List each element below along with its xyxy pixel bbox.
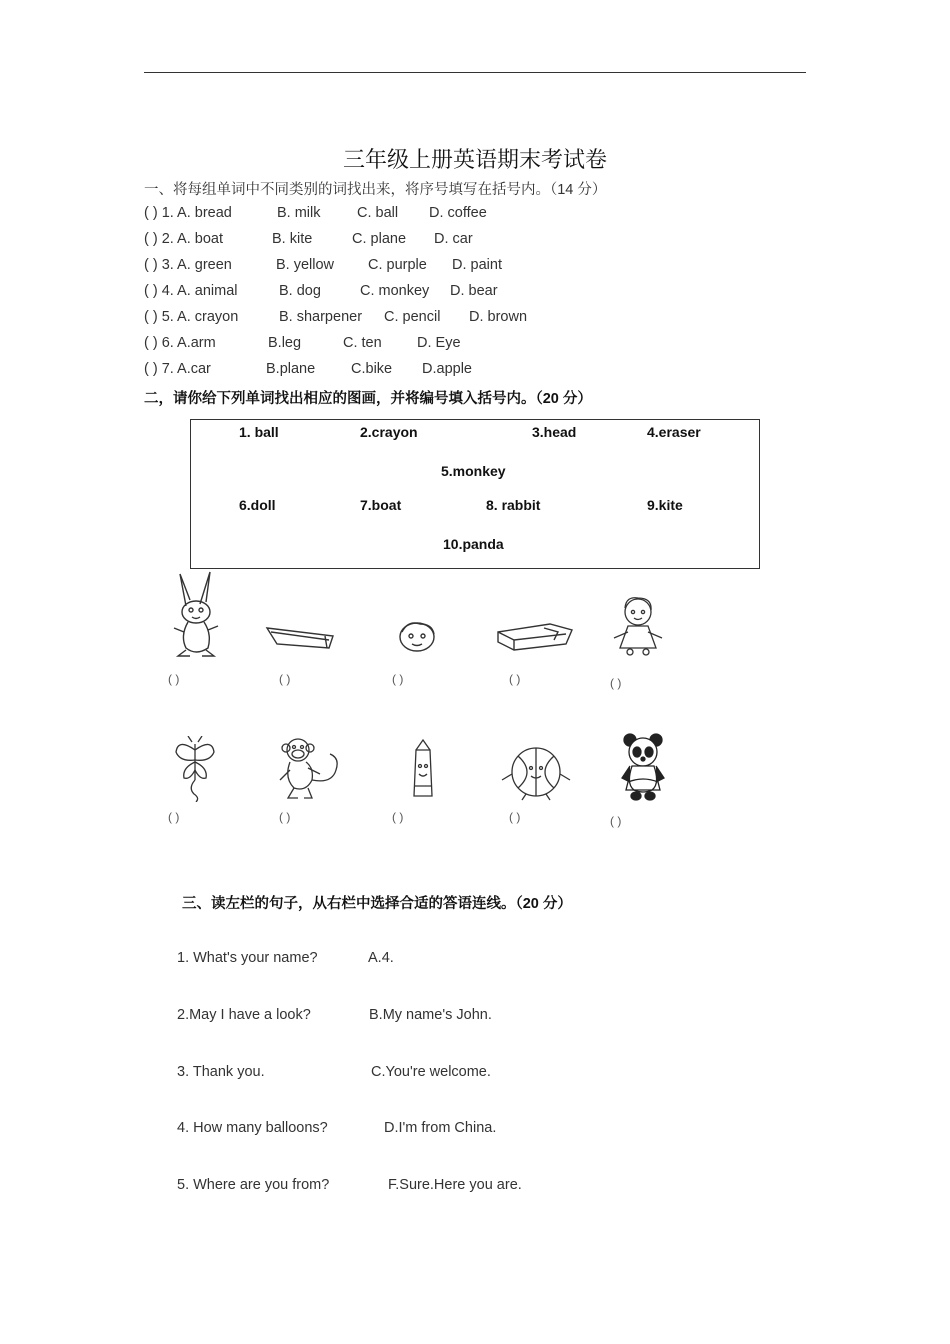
option-d: D. bear <box>450 283 498 299</box>
option-b: B. dog <box>279 283 321 299</box>
answer-blank: ( ) <box>509 810 521 824</box>
option-b: B. milk <box>277 205 321 221</box>
word-item: 7.boat <box>360 497 402 513</box>
word-item: 10.panda <box>443 536 504 552</box>
option-d: D. brown <box>469 309 528 325</box>
word-box <box>190 419 760 569</box>
option-d: D.apple <box>422 361 472 377</box>
word-item: 6.doll <box>239 497 276 513</box>
option-c: C.bike <box>351 361 393 377</box>
question-prefix: ( ) 4. A. animal <box>144 283 238 299</box>
option-b: B. yellow <box>276 257 335 273</box>
word-item: 4.eraser <box>647 424 701 440</box>
option-c: C. monkey <box>360 283 430 299</box>
answer-blank: ( ) <box>168 810 180 824</box>
question-prefix: ( ) 7. A.car <box>144 361 211 377</box>
panda-picture <box>616 732 672 802</box>
option-b: B.leg <box>268 335 302 351</box>
word-item: 9.kite <box>647 497 683 513</box>
answer-blank: ( ) <box>509 672 521 686</box>
question-prefix: ( ) 5. A. crayon <box>144 309 239 325</box>
question-prefix: ( ) 3. A. green <box>144 257 232 273</box>
option-c: C. purple <box>368 257 427 273</box>
top-rule <box>144 72 806 73</box>
question-prefix: ( ) 6. A.arm <box>144 335 216 351</box>
right-answer: A.4. <box>368 950 394 966</box>
kite-picture <box>170 736 220 802</box>
answer-blank: ( ) <box>279 672 291 686</box>
answer-blank: ( ) <box>392 672 404 686</box>
option-b: B.plane <box>266 361 316 377</box>
eraser-picture <box>496 620 574 654</box>
word-item: 8. rabbit <box>486 497 541 513</box>
right-answer: B.My name's John. <box>369 1007 492 1023</box>
rabbit-picture <box>166 570 228 662</box>
section2-heading: 二，请你给下列单词找出相应的图画，并将编号填入括号内。（20 分） <box>144 391 592 407</box>
answer-blank: ( ) <box>168 672 180 686</box>
word-item: 2.crayon <box>360 424 418 440</box>
word-item: 1. ball <box>239 424 279 440</box>
word-item: 5.monkey <box>441 463 506 479</box>
option-d: D. Eye <box>417 335 461 351</box>
option-c: C. ball <box>357 205 399 221</box>
answer-blank: ( ) <box>610 814 622 828</box>
left-sentence: 3. Thank you. <box>177 1064 265 1080</box>
doll-picture <box>608 594 668 658</box>
option-d: D. paint <box>452 257 502 273</box>
crayon-picture <box>406 738 440 802</box>
boat-picture <box>265 622 335 654</box>
question-prefix: ( ) 2. A. boat <box>144 231 223 247</box>
answer-blank: ( ) <box>392 810 404 824</box>
monkey-picture <box>276 734 346 804</box>
option-b: B. sharpener <box>279 309 363 325</box>
section1-heading: 一、将每组单词中不同类别的词找出来，将序号填写在括号内。（14 分） <box>144 182 607 198</box>
option-c: C. ten <box>343 335 382 351</box>
left-sentence: 5. Where are you from? <box>177 1177 330 1193</box>
answer-blank: ( ) <box>279 810 291 824</box>
right-answer: C.You're welcome. <box>371 1064 491 1080</box>
right-answer: F.Sure.Here you are. <box>388 1177 522 1193</box>
option-d: D. coffee <box>429 205 487 221</box>
word-item: 3.head <box>532 424 577 440</box>
option-c: C. plane <box>352 231 407 247</box>
option-c: C. pencil <box>384 309 441 325</box>
option-d: D. car <box>434 231 473 247</box>
section3-heading: 三、读左栏的句子，从右栏中选择合适的答语连线。（20 分） <box>182 896 572 912</box>
option-b: B. kite <box>272 231 313 247</box>
left-sentence: 1. What's your name? <box>177 950 318 966</box>
answer-blank: ( ) <box>610 676 622 690</box>
right-answer: D.I'm from China. <box>384 1120 497 1136</box>
page-title: 三年级上册英语期末考试卷 <box>342 148 607 173</box>
left-sentence: 2.May I have a look? <box>177 1007 311 1023</box>
question-prefix: ( ) 1. A. bread <box>144 205 232 221</box>
left-sentence: 4. How many balloons? <box>177 1120 328 1136</box>
ball-picture <box>500 744 572 802</box>
head-picture <box>394 618 440 654</box>
